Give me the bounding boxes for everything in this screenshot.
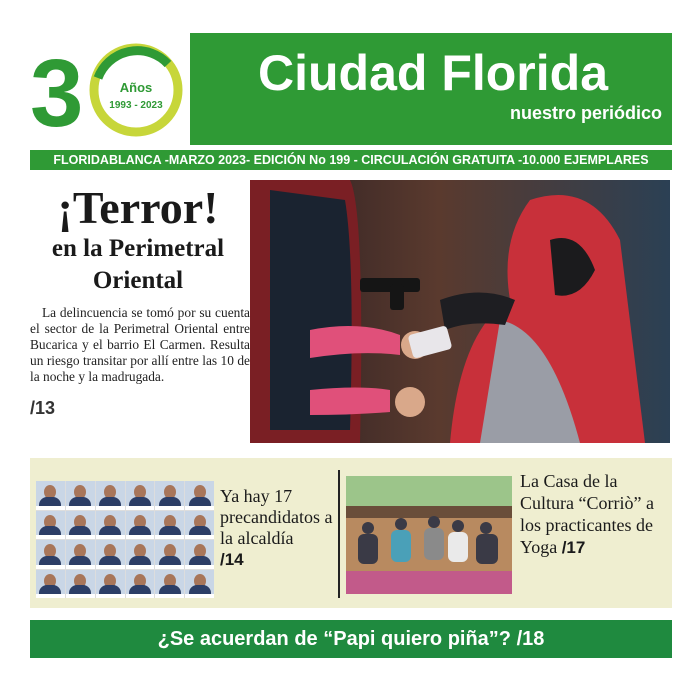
candidate-thumbnail (185, 570, 214, 599)
anniversary-30-emblem (28, 38, 193, 138)
yoga-page-reference: /17 (561, 538, 586, 557)
candidate-thumbnail (36, 570, 65, 599)
candidate-thumbnail (96, 481, 125, 510)
candidate-thumbnail (36, 511, 65, 540)
anniversary-years-range: 1993 - 2023 (109, 100, 163, 111)
lead-body-text: La delincuencia se tomó por su cuenta el sector de la Perimetral Oriental entre Bucarica y el barrio El Carmen. Resulta un riesgo transitar por allí entre las 10 de la noche y la madrugada. (30, 305, 250, 384)
yoga-story (520, 470, 665, 559)
svg-text:3: 3 (30, 40, 84, 138)
candidate-thumbnail (66, 540, 95, 569)
newspaper-title: Ciudad Florida (258, 45, 608, 101)
band-divider (338, 470, 340, 598)
anniversary-logo (28, 38, 193, 138)
candidate-thumbnail (185, 511, 214, 540)
candidate-thumbnail (96, 570, 125, 599)
candidate-thumbnail (126, 481, 155, 510)
candidate-thumbnail (66, 570, 95, 599)
anniversary-years-label: Años (119, 80, 153, 95)
lead-page-reference: /13 (30, 398, 56, 418)
lead-headline-main: ¡Terror! (57, 182, 219, 233)
lead-headline (28, 183, 248, 297)
candidate-thumbnail (66, 481, 95, 510)
newspaper-subtitle: nuestro periódico (509, 103, 662, 123)
candidate-thumbnail (155, 540, 184, 569)
yoga-story-text: La Casa de la Cultura “Corriò” a los practicantes de Yoga (520, 471, 654, 557)
candidate-thumbnail (36, 481, 65, 510)
candidates-page-reference: /14 (220, 550, 244, 569)
lead-photo-robbery (250, 180, 670, 443)
candidate-thumbnail (185, 540, 214, 569)
yoga-photo (346, 476, 512, 594)
candidates-story-text: Ya hay 17 precandidatos a la alcaldía (220, 486, 333, 548)
candidate-thumbnail (126, 540, 155, 569)
candidate-thumbnail (155, 511, 184, 540)
candidate-thumbnail (126, 511, 155, 540)
candidate-thumbnail (66, 511, 95, 540)
lead-headline-line2: en la Perimetral (51, 235, 225, 262)
candidates-story (220, 486, 335, 570)
masthead (190, 33, 672, 145)
candidate-thumbnail (126, 570, 155, 599)
candidate-thumbnail (155, 570, 184, 599)
candidate-thumbnail (155, 481, 184, 510)
candidate-thumbnail (96, 540, 125, 569)
teaser-banner: ¿Se acuerdan de “Papi quiero piña”? /18 (30, 620, 672, 658)
edition-bar: FLORIDABLANCA -MARZO 2023- EDICIÓN No 199 - CIRCULACIÓN GRATUITA -10.000 EJEMPLARES (30, 150, 672, 170)
candidate-thumbnail (185, 481, 214, 510)
candidate-thumbnail (36, 540, 65, 569)
lead-headline-line3: Oriental (92, 267, 184, 294)
candidates-photo-grid (36, 481, 214, 598)
candidate-thumbnail (96, 511, 125, 540)
